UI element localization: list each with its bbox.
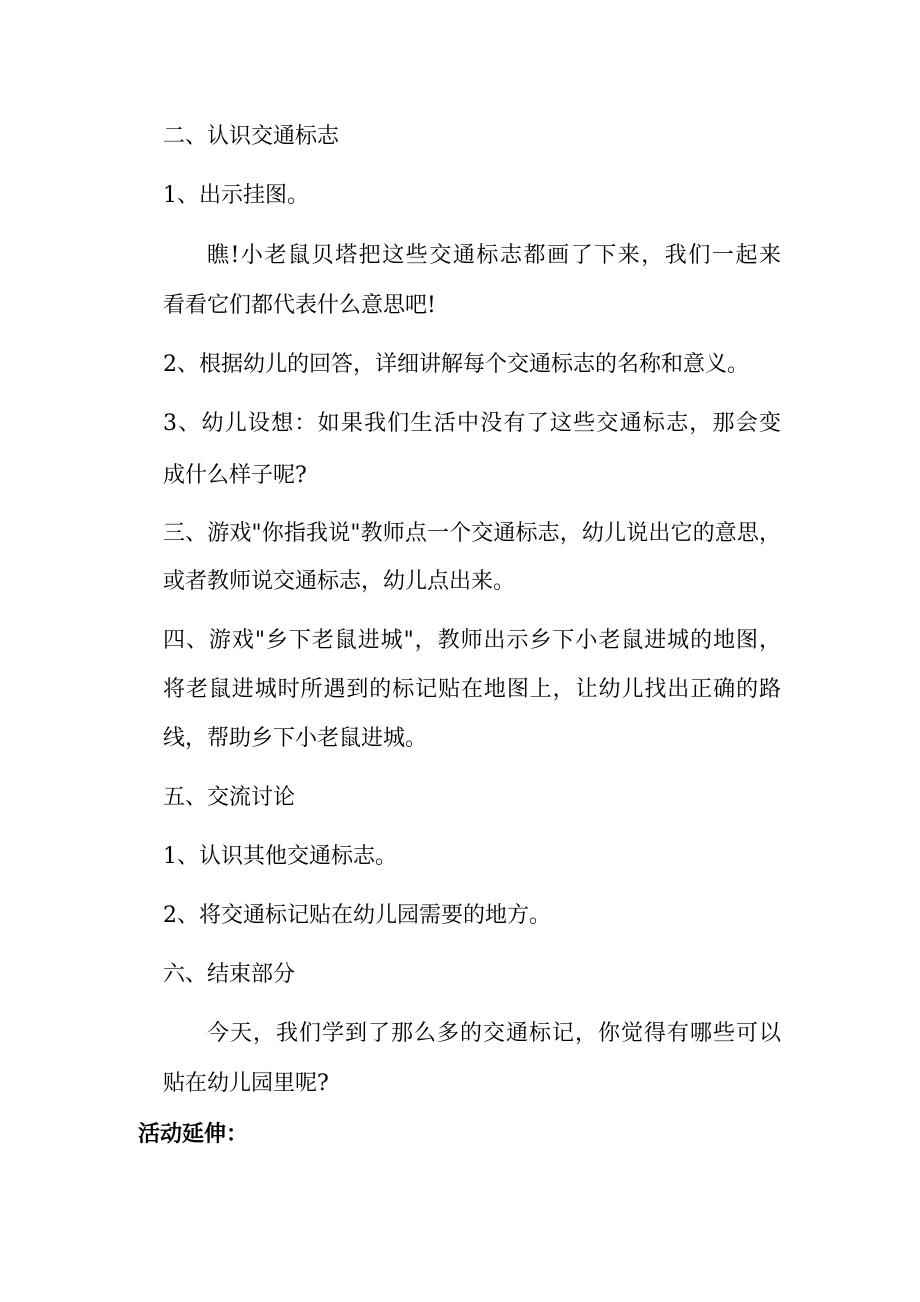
section-heading-6: 六、结束部分 xyxy=(163,962,296,987)
step-5-2: 2、将交通标记贴在幼儿园需要的地方。 xyxy=(163,903,551,928)
paragraph-line: 瞧!小老鼠贝塔把这些交通标志都画了下来，我们一起来 xyxy=(207,243,781,268)
section-heading-5: 五、交流讨论 xyxy=(163,785,296,810)
step-2-2: 2、根据幼儿的回答，详细讲解每个交通标志的名称和意义。 xyxy=(163,352,749,377)
paragraph-line: 将老鼠进城时所遇到的标记贴在地图上，让幼儿找出正确的路 xyxy=(163,677,781,702)
extension-heading: 活动延伸： xyxy=(138,1122,249,1147)
paragraph-line: 线，帮助乡下小老鼠进城。 xyxy=(163,726,428,751)
section-heading-3: 三、游戏"你指我说"教师点一个交通标志，幼儿说出它的意思， xyxy=(163,521,781,546)
section-heading-4: 四、游戏"乡下老鼠进城"，教师出示乡下小老鼠进城的地图， xyxy=(163,628,781,653)
section-heading-2: 二、认识交通标志 xyxy=(163,124,340,149)
step-2-3: 3、幼儿设想：如果我们生活中没有了这些交通标志，那会变 xyxy=(163,411,781,436)
paragraph-line: 今天，我们学到了那么多的交通标记，你觉得有哪些可以 xyxy=(207,1021,781,1046)
paragraph-line: 贴在幼儿园里呢? xyxy=(163,1071,329,1096)
paragraph-line: 成什么样子呢? xyxy=(163,463,307,488)
paragraph-line: 看看它们都代表什么意思吧! xyxy=(163,293,436,318)
paragraph-line: 或者教师说交通标志，幼儿点出来。 xyxy=(163,569,516,594)
step-2-1: 1、出示挂图。 xyxy=(163,183,309,208)
step-5-1: 1、认识其他交通标志。 xyxy=(163,844,397,869)
